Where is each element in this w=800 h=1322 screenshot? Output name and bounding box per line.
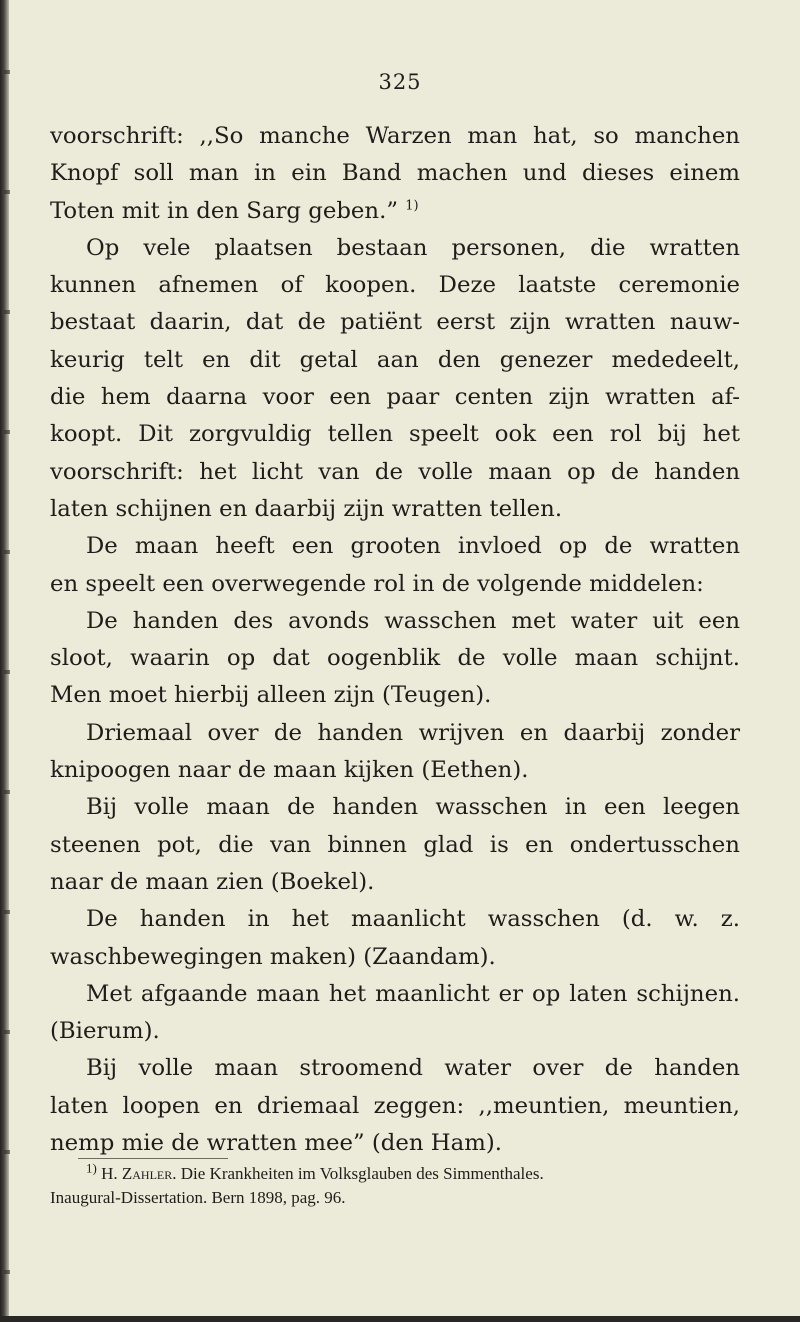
text-line: knipoogen naar de maan kijken (Eethen). bbox=[50, 757, 529, 784]
paragraph-remedy-den-ham bbox=[50, 1050, 740, 1162]
text-line: waschbewegingen maken) (Zaandam). bbox=[50, 943, 496, 970]
paragraph-wratten-koopen bbox=[50, 230, 740, 528]
paragraph-voorschrift bbox=[50, 118, 740, 230]
paragraph-maan-invloed bbox=[50, 528, 740, 603]
footnote-line bbox=[50, 1162, 740, 1186]
text-line bbox=[50, 193, 740, 230]
text-line: laten schijnen en daarbij zijn wratten tellen. bbox=[50, 495, 563, 522]
text-line: Met afgaande maan het maanlicht er op laten schijnen. bbox=[86, 980, 740, 1007]
footnote-marker: 1) bbox=[86, 1160, 97, 1176]
text-line: Knopf soll man in ein Band machen und dieses einem bbox=[50, 160, 740, 187]
text-line: nemp mie de wratten mee” (den Ham). bbox=[50, 1130, 502, 1157]
main-text bbox=[50, 118, 740, 1162]
text-line: die hem daarna voor een paar centen zijn wratten af- bbox=[50, 384, 740, 411]
text-line: naar de maan zien (Boekel). bbox=[50, 868, 375, 895]
text-line-content: Toten mit in den Sarg geben.” bbox=[50, 197, 398, 224]
page-bottom-edge bbox=[0, 1316, 800, 1322]
text-line: voorschrift: ,,So manche Warzen man hat, so manchen bbox=[50, 123, 740, 149]
footnote bbox=[50, 1162, 740, 1210]
text-line: sloot, waarin op dat oogenblik de volle maan schijnt. bbox=[50, 645, 740, 672]
paragraph-remedy-bierum bbox=[50, 976, 740, 1051]
text-line: Men moet hierbij alleen zijn (Teugen). bbox=[50, 682, 492, 709]
text-line: keurig telt en dit getal aan den genezer mededeelt, bbox=[50, 346, 740, 373]
text-line: Driemaal over de handen wrijven en daarbij zonder bbox=[86, 719, 740, 746]
text-line: Bij volle maan stroomend water over de handen bbox=[86, 1055, 740, 1082]
footnote-reference[interactable]: 1) bbox=[405, 198, 419, 213]
text-line: laten loopen en driemaal zeggen: ,,meuntien, meuntien, bbox=[50, 1092, 740, 1119]
text-line: en speelt een overwegende rol in de volgende middelen: bbox=[50, 570, 704, 597]
paragraph-remedy-eethen bbox=[50, 715, 740, 790]
footnote-citation: Die Krankheiten im Volksglauben des Simmenthales. bbox=[180, 1164, 544, 1183]
text-line: steenen pot, die van binnen glad is en ondertusschen bbox=[50, 831, 740, 858]
binding-stitch-marks bbox=[4, 0, 10, 1322]
text-line: De maan heeft een grooten invloed op de wratten bbox=[86, 533, 740, 560]
paragraph-remedy-teugen bbox=[50, 603, 740, 715]
text-line: (Bierum). bbox=[50, 1018, 160, 1045]
text-line: Op vele plaatsen bestaan personen, die wratten bbox=[86, 234, 740, 261]
text-line: kunnen afnemen of koopen. Deze laatste ceremonie bbox=[50, 272, 740, 299]
text-line: Bij volle maan de handen wasschen in een leegen bbox=[86, 794, 740, 821]
text-line: koopt. Dit zorgvuldig tellen speelt ook een rol bij het bbox=[50, 421, 740, 448]
paragraph-remedy-boekel bbox=[50, 789, 740, 901]
page-number: 325 bbox=[378, 70, 422, 94]
footnote-author: H. Zahler. bbox=[101, 1164, 177, 1183]
footnote-line: Inaugural-Dissertation. Bern 1898, pag. 96. bbox=[50, 1188, 346, 1207]
text-line: De handen des avonds wasschen met water uit een bbox=[86, 607, 740, 634]
text-line: voorschrift: het licht van de volle maan op de handen bbox=[50, 458, 740, 485]
paragraph-remedy-zaandam bbox=[50, 901, 740, 976]
text-line: bestaat daarin, dat de patiënt eerst zijn wratten nauw- bbox=[50, 309, 740, 336]
footnote-divider bbox=[78, 1158, 228, 1159]
text-line: De handen in het maanlicht wasschen (d. w. z. bbox=[86, 906, 740, 933]
